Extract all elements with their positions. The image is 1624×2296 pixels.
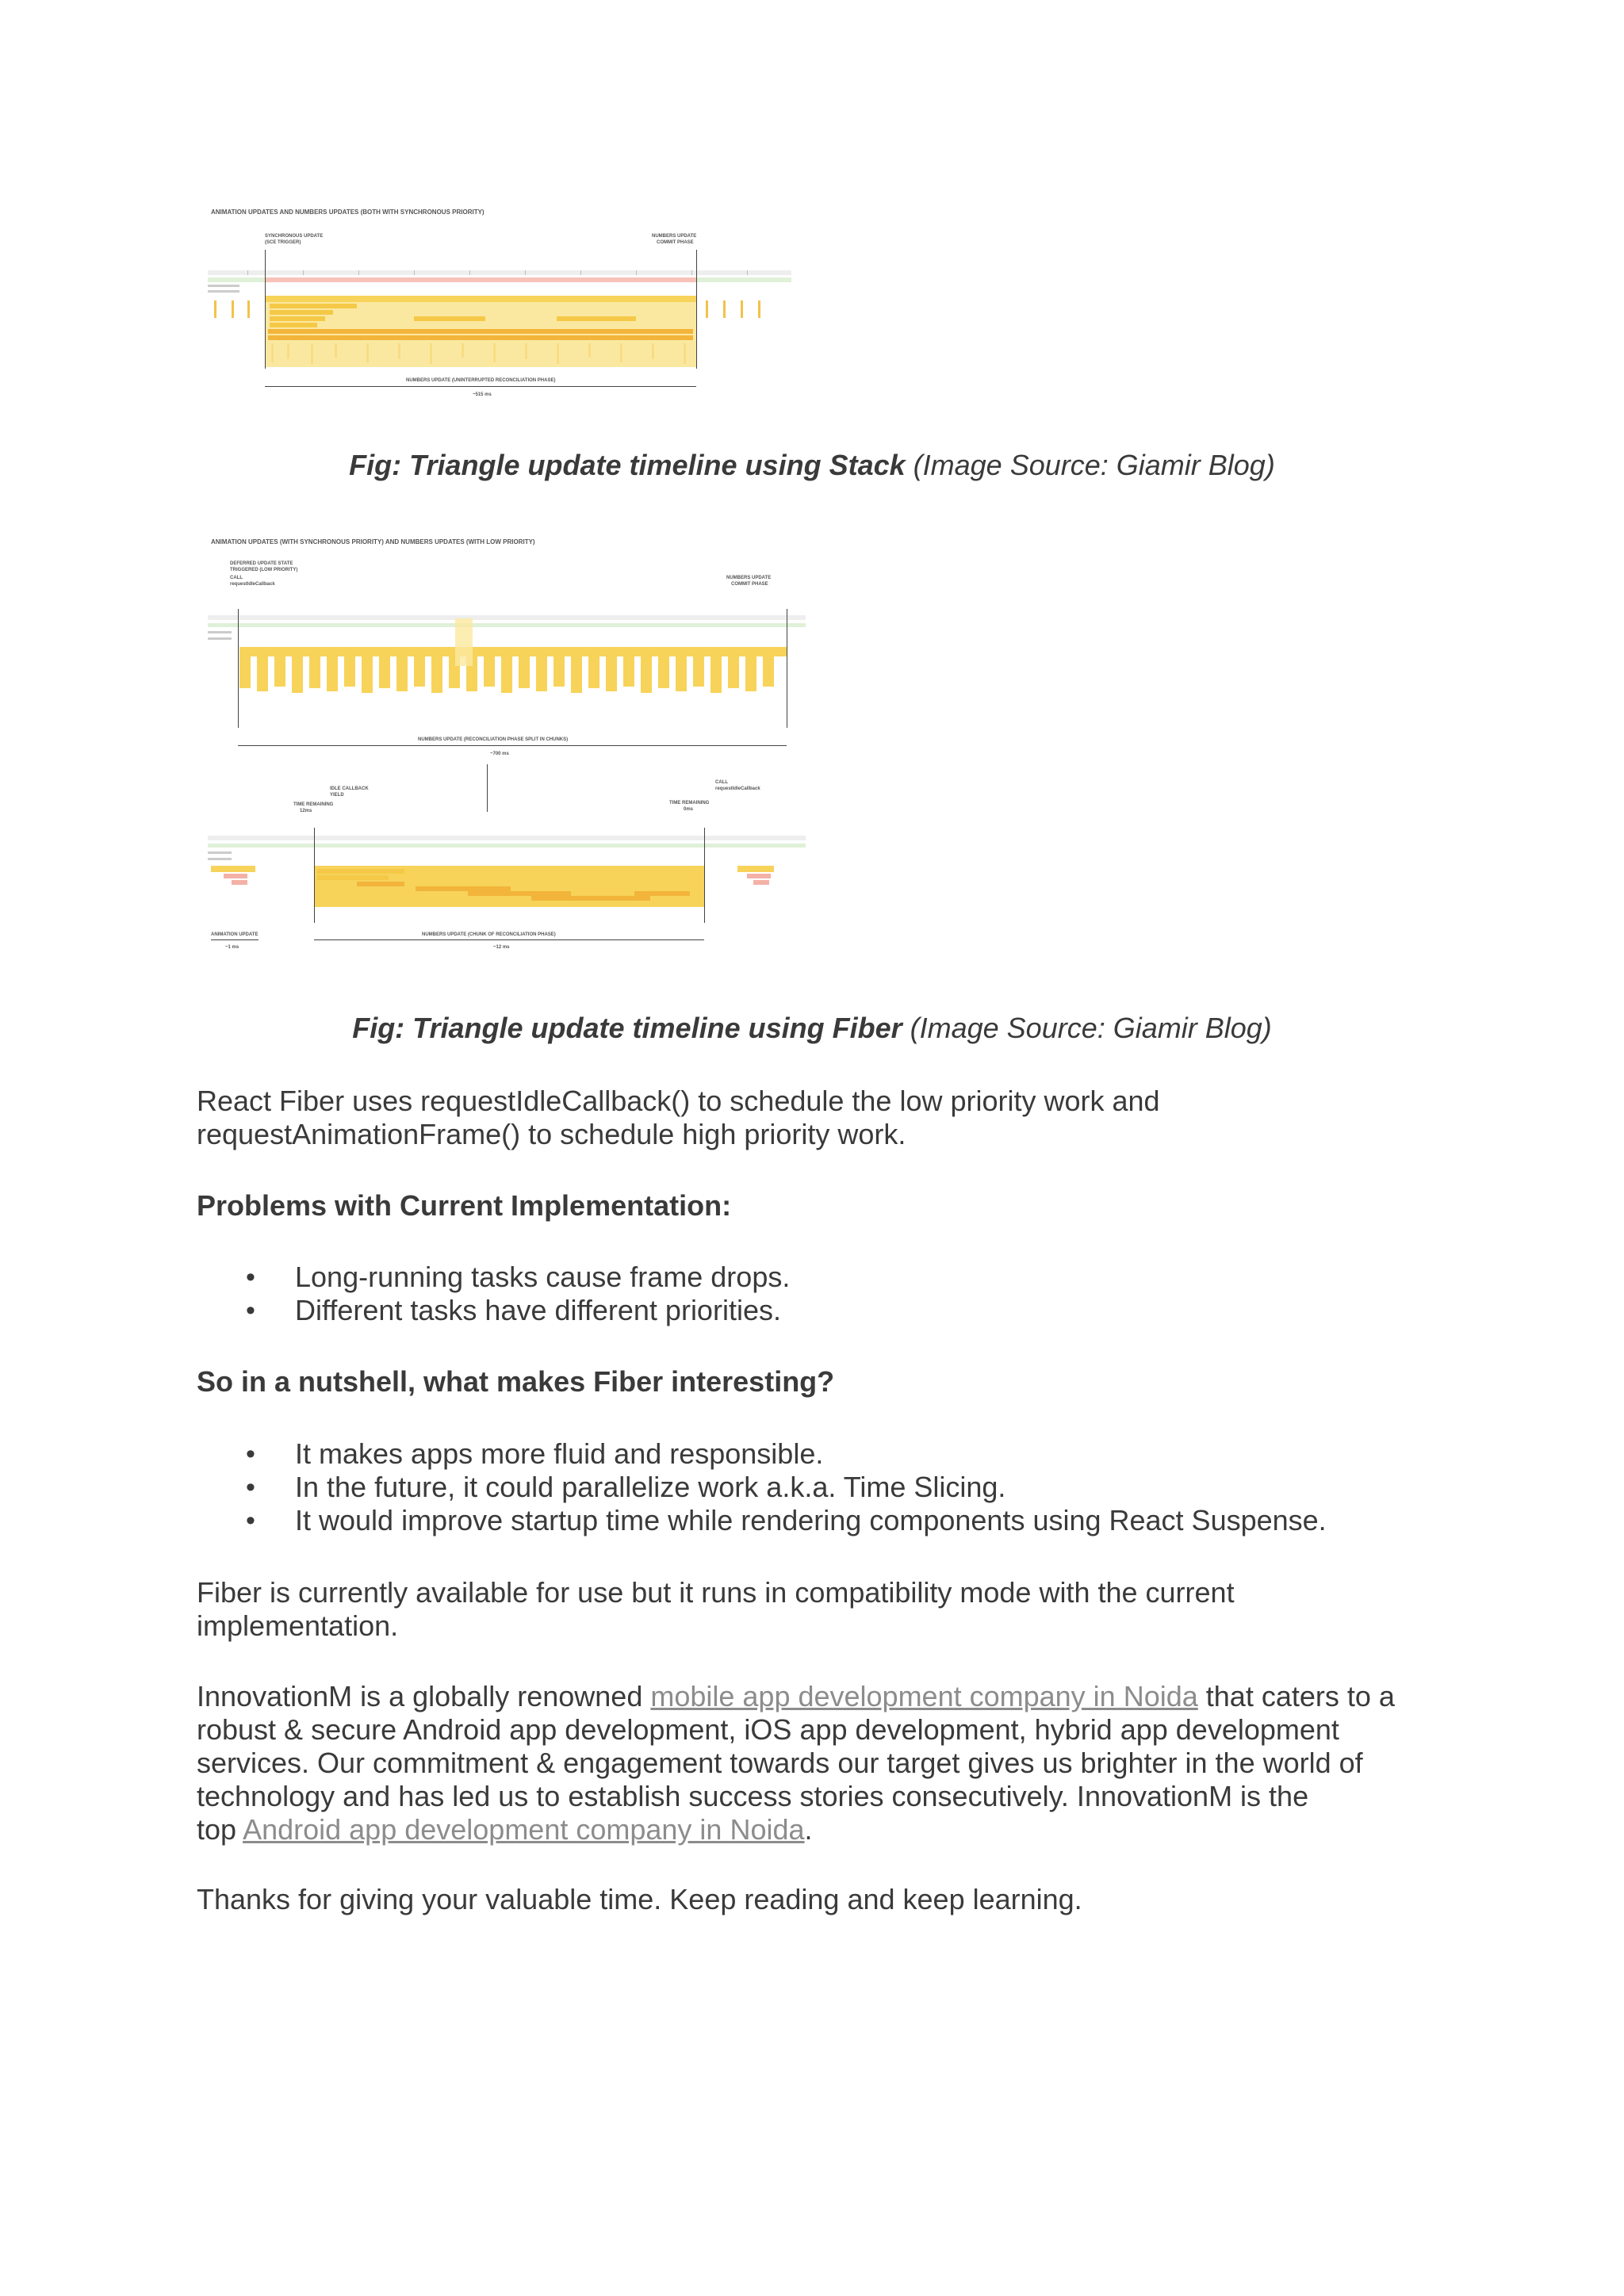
nutshell-list <box>197 1437 1327 1537</box>
stack-timeline-figure <box>208 202 795 400</box>
text-line: implementation. <box>197 1609 399 1642</box>
list-item: • Long-running tasks cause frame drops. <box>197 1261 790 1294</box>
intro-paragraph <box>197 1085 1434 1151</box>
text-segment: InnovationM is a globally renowned <box>197 1680 651 1712</box>
problems-list <box>197 1261 790 1327</box>
figure-label: SYNCHRONOUS UPDATE <box>265 234 324 239</box>
figure-caption-fiber <box>0 1012 1624 1045</box>
text-line: Fiber is currently available for use but it runs in compatibility mode with the current <box>197 1576 1235 1609</box>
figure-label: TIME REMAINING <box>669 801 710 806</box>
android-app-company-link[interactable]: Android app development company in Noida <box>243 1813 805 1846</box>
figure-label: NUMBERS UPDATE (RECONCILIATION PHASE SPLIT IN CHUNKS) <box>418 737 569 742</box>
caption-title: Fig: Triangle update timeline using Fiber <box>352 1012 902 1044</box>
caption-source: (Image Source: Giamir Blog) <box>910 1012 1272 1044</box>
text-line: React Fiber uses requestIdleCallback() to schedule the low priority work and <box>197 1085 1160 1117</box>
figure-label: ~515 ms <box>473 392 492 397</box>
figure-label: requestIdleCallback <box>230 582 275 587</box>
figure-label: NUMBERS UPDATE (CHUNK OF RECONCILIATION PHASE) <box>422 932 556 937</box>
text-segment: that caters to a <box>1197 1680 1395 1712</box>
list-item: • In the future, it could parallelize work a.k.a. Time Slicing. <box>197 1471 1327 1504</box>
figure-label: ~12 ms <box>493 945 510 950</box>
text-line: services. Our commitment & engagement towards our target gives us brighter in the world of <box>197 1747 1363 1779</box>
figure-label: NUMBERS UPDATE (UNINTERRUPTED RECONCILIATION PHASE) <box>406 378 556 383</box>
caption-title: Fig: Triangle update timeline using Stack <box>349 449 906 481</box>
closing-paragraph: Thanks for giving your valuable time. Keep reading and keep learning. <box>197 1883 1082 1915</box>
text-segment: . <box>804 1813 813 1846</box>
company-paragraph <box>197 1680 1465 1846</box>
figure-label: DEFERRED UPDATE STATE <box>230 561 293 566</box>
text-line: technology and has led us to establish success stories consecutively. InnovationM is the <box>197 1780 1309 1812</box>
figure-label: ~1 ms <box>225 945 239 950</box>
figure-label: 0ms <box>684 807 694 812</box>
figure-label: IDLE CALLBACK <box>330 786 369 791</box>
figure-title: ANIMATION UPDATES AND NUMBERS UPDATES (BOTH WITH SYNCHRONOUS PRIORITY) <box>211 209 485 216</box>
figure-label: ~700 ms <box>490 752 509 756</box>
fiber-timeline-figure <box>208 533 818 977</box>
figure-caption-stack <box>0 449 1624 482</box>
figure-label: CALL <box>230 576 243 580</box>
figure-label: ANIMATION UPDATE <box>211 932 259 937</box>
caption-source: (Image Source: Giamir Blog) <box>913 449 1275 481</box>
figure-label: YIELD <box>330 793 344 798</box>
figure-label: TRIGGERED (LOW PRIORITY) <box>230 568 298 572</box>
figure-label: CALL <box>715 780 728 785</box>
figure-label: COMMIT PHASE <box>657 240 694 245</box>
text-line: robust & secure Android app development, iOS app development, hybrid app development <box>197 1713 1339 1746</box>
figure-label: TIME REMAINING <box>293 802 334 807</box>
list-item: • It makes apps more fluid and responsible. <box>197 1437 1327 1471</box>
figure-label: 12ms <box>300 809 312 813</box>
figure-label: COMMIT PHASE <box>731 582 768 587</box>
nutshell-heading: So in a nutshell, what makes Fiber interesting? <box>197 1365 835 1398</box>
text-line: requestAnimationFrame() to schedule high priority work. <box>197 1118 906 1150</box>
figure-label: requestIdleCallback <box>715 786 760 791</box>
list-item: • It would improve startup time while rendering components using React Suspense. <box>197 1504 1327 1537</box>
problems-heading: Problems with Current Implementation: <box>197 1189 732 1222</box>
figure-title: ANIMATION UPDATES (WITH SYNCHRONOUS PRIORITY) AND NUMBERS UPDATES (WITH LOW PRIORITY) <box>211 538 535 545</box>
figure-label: (SCE TRIGGER) <box>265 240 301 245</box>
figure-label: NUMBERS UPDATE <box>726 576 772 580</box>
mobile-app-company-link[interactable]: mobile app development company in Noida <box>650 1680 1198 1712</box>
list-item: • Different tasks have different priorities. <box>197 1294 790 1327</box>
text-segment: top <box>197 1813 243 1846</box>
figure-label: NUMBERS UPDATE <box>652 234 697 239</box>
fiber-status-paragraph <box>197 1576 1434 1643</box>
